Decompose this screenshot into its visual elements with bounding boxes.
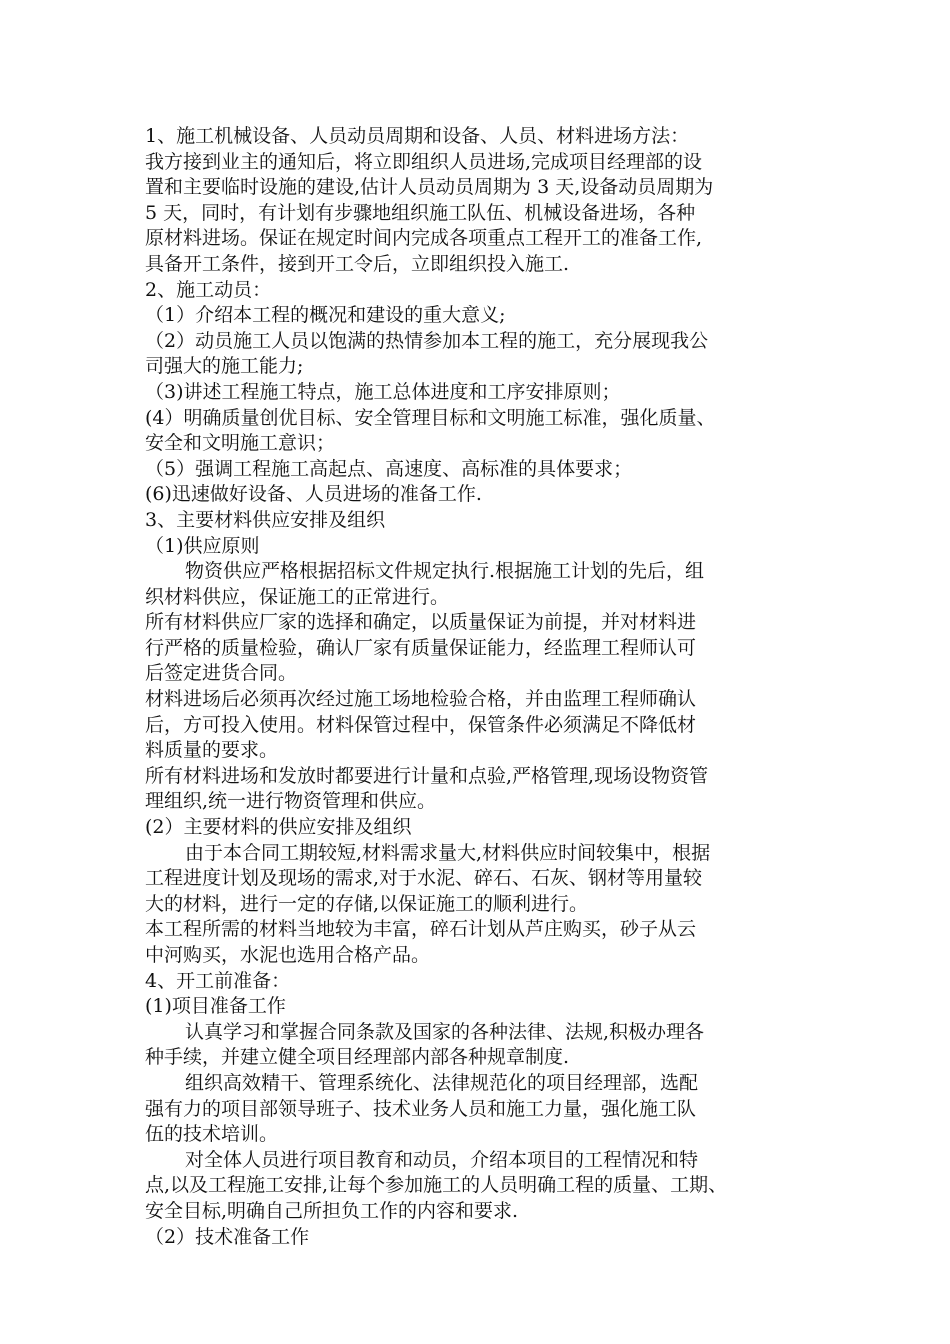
text-line: 后签定进货合同。: [145, 662, 298, 685]
text-line: 料质量的要求。: [145, 739, 279, 762]
text-line: 3、主要材料供应安排及组织: [145, 508, 386, 531]
text-line: 司强大的施工能力;: [145, 355, 304, 378]
text-line: (6)迅速做好设备、人员进场的准备工作.: [145, 483, 482, 506]
text-line: 4、开工前准备：: [145, 969, 291, 992]
text-line: （3)讲述工程施工特点，施工总体进度和工序安排原则；: [145, 380, 621, 403]
text-line: （2）动员施工人员以饱满的热情参加本工程的施工，充分展现我公: [145, 329, 709, 352]
text-line: （1）介绍本工程的概况和建设的重大意义;: [145, 304, 506, 327]
text-line: 工程进度计划及现场的需求,对于水泥、碎石、石灰、钢材等用量较: [145, 867, 703, 890]
text-line: 认真学习和掌握合同条款及国家的各种法律、法规,积极办理各: [185, 1020, 705, 1043]
text-line: 所有材料供应厂家的选择和确定，以质量保证为前提，并对材料进: [145, 611, 697, 634]
text-line: （5）强调工程施工高起点、高速度、高标准的具体要求；: [145, 457, 633, 480]
text-line: (2）主要材料的供应安排及组织: [145, 816, 412, 839]
text-line: 本工程所需的材料当地较为丰富，碎石计划从芦庄购买，砂子从云: [145, 918, 697, 941]
text-line: 安全和文明施工意识；: [145, 432, 336, 455]
text-line: 1、施工机械设备、人员动员周期和设备、人员、材料进场方法：: [145, 125, 690, 147]
text-line: 物资供应严格根据招标文件规定执行.根据施工计划的先后，组: [185, 560, 705, 583]
text-line: 中河购买，水泥也选用合格产品。: [145, 944, 431, 966]
text-line: 安全目标,明确自己所担负工作的内容和要求.: [145, 1199, 519, 1222]
text-line: 大的材料，进行一定的存储,以保证施工的顺利进行。: [145, 892, 589, 915]
text-line: （1)供应原则: [145, 534, 260, 557]
text-line: 置和主要临时设施的建设,估计人员动员周期为 3 天,设备动员周期为: [145, 176, 714, 199]
text-line: 点,以及工程施工安排,让每个参加施工的人员明确工程的质量、工期、: [145, 1174, 728, 1197]
text-line: 组织高效精干、管理系统化、法律规范化的项目经理部，选配: [185, 1071, 699, 1094]
text-line: 伍的技术培训。: [145, 1123, 279, 1146]
text-line: 行严格的质量检验，确认厂家有质量保证能力，经监理工程师认可: [145, 636, 697, 659]
text-line: 所有材料进场和发放时都要进行计量和点验,严格管理,现场设物资管: [145, 764, 709, 787]
text-line: 强有力的项目部领导班子、技术业务人员和施工力量，强化施工队: [145, 1097, 697, 1120]
text-line: 材料进场后必须再次经过施工场地检验合格，并由监理工程师确认: [145, 688, 697, 711]
text-line: 具备开工条件，接到开工令后，立即组织投入施工.: [145, 252, 570, 275]
text-line: 后，方可投入使用。材料保管过程中，保管条件必须满足不降低材: [145, 713, 697, 736]
text-line: (1)项目准备工作: [145, 995, 286, 1018]
text-line: 织材料供应，保证施工的正常进行。: [145, 585, 450, 608]
text-line: 由于本合同工期较短,材料需求量大,材料供应时间较集中，根据: [185, 841, 711, 864]
text-line: 5 天，同时，有计划有步骤地组织施工队伍、机械设备进场，各种: [145, 201, 696, 224]
text-line: 我方接到业主的通知后，将立即组织人员进场,完成项目经理部的设: [145, 150, 703, 173]
text-line: 原材料进场。保证在规定时间内完成各项重点工程开工的准备工作,: [145, 227, 703, 250]
text-line: 2、施工动员：: [145, 278, 272, 301]
text-line: （2）技术准备工作: [145, 1225, 310, 1248]
text-line: (4）明确质量创优目标、安全管理目标和文明施工标准，强化质量、: [145, 406, 716, 429]
text-line: 种手续，并建立健全项目经理部内部各种规章制度.: [145, 1046, 570, 1069]
text-line: 理组织,统一进行物资管理和供应。: [145, 790, 437, 813]
text-line: 对全体人员进行项目教育和动员，介绍本项目的工程情况和特: [185, 1148, 699, 1171]
document-body: [145, 124, 810, 1250]
